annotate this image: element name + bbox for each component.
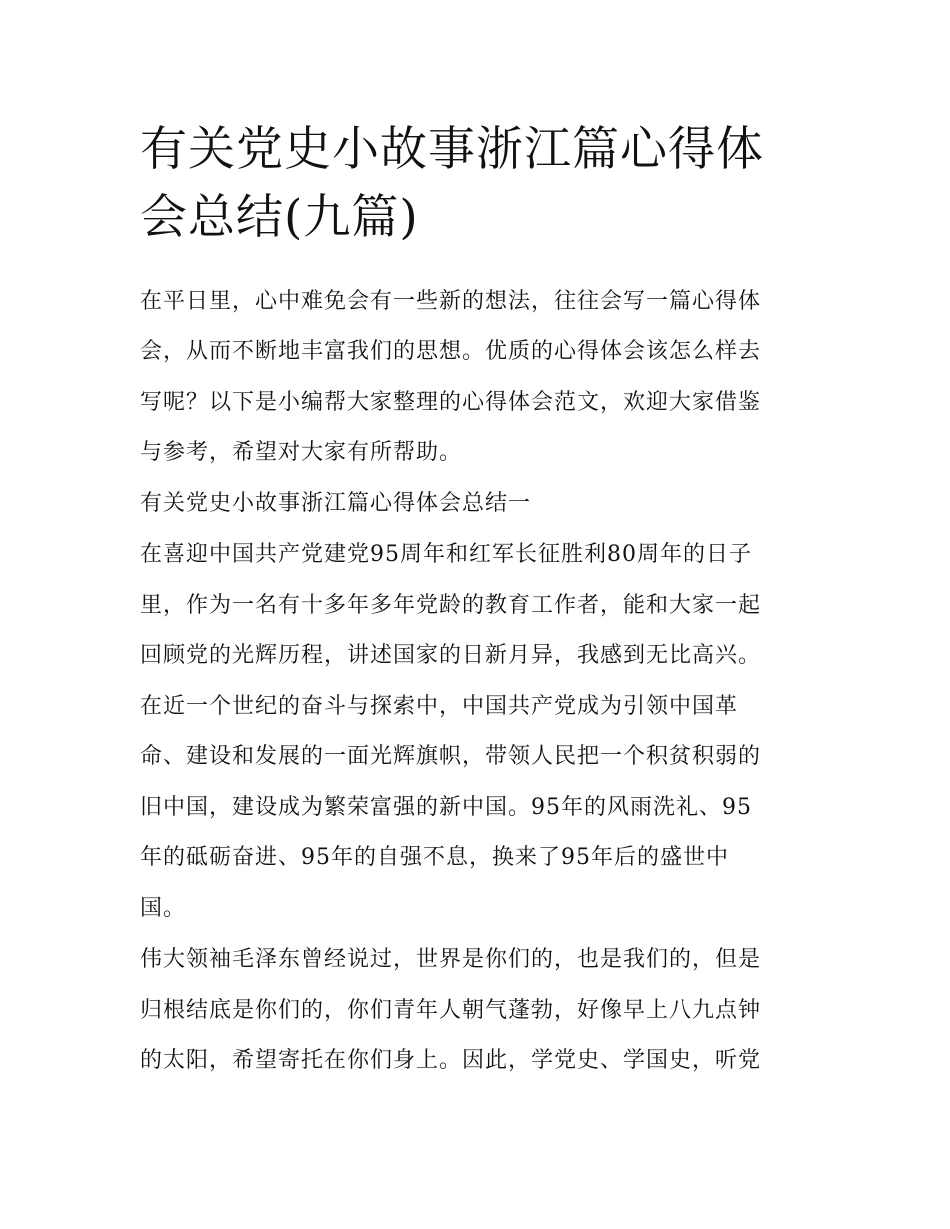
body-line: 在平日里，心中难免会有一些新的想法，往往会写一篇心得体 (140, 289, 762, 314)
body-line: 年的砥砺奋进、95年的自强不息，换来了95年后的盛世中 (140, 845, 729, 870)
body-line: 旧中国，建设成为繁荣富强的新中国。95年的风雨洗礼、95 (140, 795, 752, 820)
body-line: 回顾党的光辉历程，讲述国家的日新月异，我感到无比高兴。 (140, 643, 762, 668)
section-heading: 有关党史小故事浙江篇心得体会总结一 (140, 491, 532, 516)
body-line: 命、建设和发展的一面光辉旗帜，带领人民把一个积贫积弱的 (140, 744, 762, 769)
body-line: 会，从而不断地丰富我们的思想。优质的心得体会该怎么样去 (140, 339, 762, 364)
body-line: 国。 (140, 896, 187, 921)
title-line-1: 有关党史小故事浙江篇心得体 (140, 122, 764, 177)
body-line: 的太阳，希望寄托在你们身上。因此，学党史、学国史，听党 (140, 1048, 762, 1073)
document-title (140, 116, 820, 252)
body-line: 在近一个世纪的奋斗与探索中，中国共产党成为引领中国革 (140, 694, 739, 719)
body-line: 写呢？以下是小编帮大家整理的心得体会范文，欢迎大家借鉴 (140, 390, 762, 415)
body-line: 伟大领袖毛泽东曾经说过，世界是你们的，也是我们的，但是 (140, 947, 762, 972)
title-line-2: 会总结(九篇) (140, 190, 419, 245)
body-line: 归根结底是你们的，你们青年人朝气蓬勃，好像早上八九点钟 (140, 998, 762, 1023)
body-line: 在喜迎中国共产党建党95周年和红军长征胜利80周年的日子 (140, 542, 752, 567)
body-line: 里，作为一名有十多年多年党龄的教育工作者，能和大家一起 (140, 593, 762, 618)
body-line: 与参考，希望对大家有所帮助。 (140, 440, 463, 465)
